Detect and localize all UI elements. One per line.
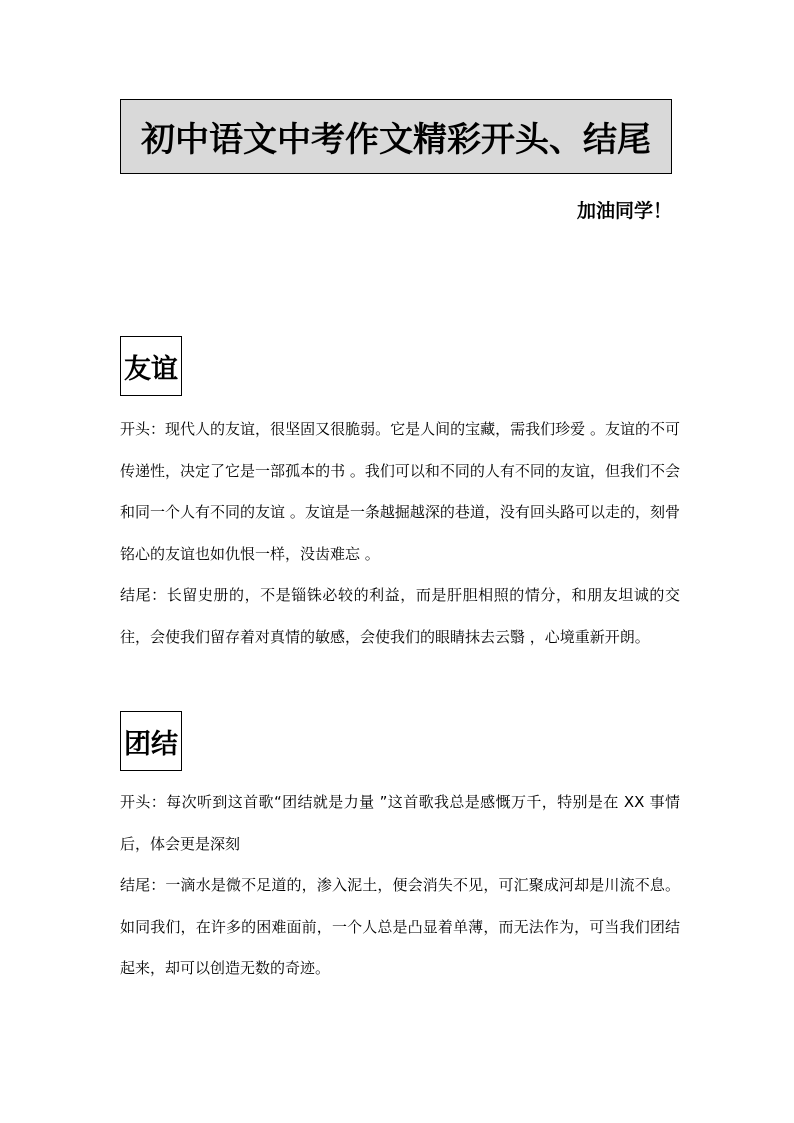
section-heading-text: 友谊	[124, 353, 178, 385]
unity-ending-paragraph: 结尾：一滴水是微不足道的，渗入泥土，便会消失不见，可汇聚成河却是川流不息。如同我们，在许多的困难面前，一个人总是凸显着单薄，而无法作为，可当我们团结起来，却可以创造无数的奇迹。	[120, 876, 680, 977]
document-subtitle: 加油同学！	[576, 200, 672, 222]
friendship-opening-paragraph: 开头：现代人的友谊，很坚固又很脆弱。它是人间的宝藏，需我们珍爱 。友谊的不可传递性，决定了它是一部孤本的书 。我们可以和不同的人有不同的友谊，但我们不会和同一个人有不同的友谊 。友谊是一条越掘越深的巷道，没有回头路可以走的，刻骨铭心的友谊也如仇恨一样，没齿难忘 。	[120, 420, 680, 563]
title-box	[120, 99, 672, 174]
section-heading-friendship	[120, 336, 182, 396]
friendship-ending-paragraph: 结尾：长留史册的，不是锱铢必较的利益，而是肝胆相照的情分，和朋友坦诚的交往，会使我们留存着对真情的敏感，会使我们的眼睛抹去云翳 ，心境重新开朗。	[120, 586, 680, 646]
section-heading-text: 团结	[124, 728, 178, 760]
unity-opening-paragraph: 开头：每次听到这首歌“团结就是力量 ”这首歌我总是感慨万千，特别是在 XX 事情后，体会更是深刻	[120, 793, 680, 853]
document-title: 初中语文中考作文精彩开头、结尾	[141, 120, 651, 160]
section-heading-unity	[120, 711, 182, 771]
